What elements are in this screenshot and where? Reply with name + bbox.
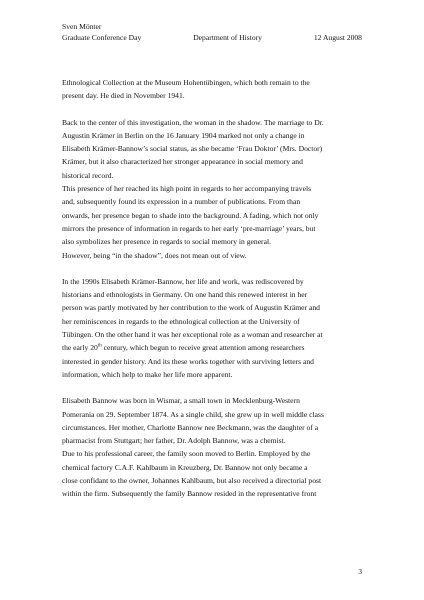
text-line: interested in gender history. And its these works together with surviving letters and [62, 356, 314, 366]
text-line: However, being “in the shadow”, does not mean out of view. [62, 250, 247, 260]
text-line: pharmacist from Stuttgart; her father, Dr. Adolph Bannow, was a chemist. [62, 436, 286, 446]
text-line: chemical factory C.A.F. Kahlbaum in Kreuzberg, Dr. Bannow not only became a [62, 462, 308, 472]
header-author: Sven Mönter [62, 22, 102, 31]
header-event: Graduate Conference Day [62, 33, 142, 42]
header-department: Department of History [193, 33, 262, 42]
text-line: her reminiscences in regards to the ethnological collection at the University of [62, 316, 300, 326]
text-line: historians and ethnologists in Germany. On one hand this renewed interest in her [62, 290, 308, 300]
text-line: Pomerania on 29. September 1874. As a single child, she grew up in well middle class [62, 409, 324, 419]
text-line: Due to his professional career, the family soon moved to Berlin. Employed by the [62, 449, 311, 459]
paragraph-1 [62, 76, 362, 103]
text-line: Elisabeth Krämer-Bannow’s social status, as she became ‘Frau Doktor’ (Mrs. Doctor) [62, 144, 323, 154]
text-fragment: the early 20 [62, 343, 98, 353]
body-text [62, 76, 362, 514]
text-line: Elisabeth Bannow was born in Wismar, a small town in Mecklenburg-Western [62, 396, 300, 406]
text-line-with-superscript [62, 341, 362, 354]
text-line: information, which help to make her life more apparent. [62, 369, 233, 379]
text-line: Krämer, but it also characterized her stronger appearance in social memory and [62, 157, 303, 167]
text-line: mirrors the presence of information in regards to her early ‘pre-marriage’ years, but [62, 223, 316, 233]
text-line: In the 1990s Elisabeth Krämer-Bannow, her life and work, was rediscovered by [62, 276, 304, 286]
page-number: 3 [358, 567, 362, 576]
superscript-ordinal: th [97, 343, 102, 349]
text-line: Tübingen. On the other hand it was her exceptional role as a woman and researcher at [62, 330, 323, 340]
text-line: present day. He died in November 1941. [62, 91, 185, 101]
text-line: Back to the center of this investigation, the woman in the shadow. The marriage to Dr. [62, 117, 324, 127]
text-line: circumstances. Her mother, Charlotte Bannow nee Beckmann, was the daughter of a [62, 422, 319, 432]
paragraph-2 [62, 116, 362, 262]
paragraph-4 [62, 394, 362, 500]
text-fragment: century, which begun to receive great attention among researchers [101, 343, 305, 353]
text-line: historical record. [62, 170, 114, 180]
text-line: and, subsequently found its expression in a number of publications. From than [62, 197, 301, 207]
page-header [62, 21, 362, 43]
text-line: onwards, her presence began to shade into the background. A fading, which not only [62, 210, 319, 220]
paragraph-3 [62, 275, 362, 381]
text-line: within the firm. Subsequently the family Bannow resided in the representative front [62, 489, 317, 499]
text-line: person was partly motivated by her contribution to the work of Augustin Krämer and [62, 303, 320, 313]
text-line: Ethnological Collection at the Museum Hohentübingen, which both remain to the [62, 78, 310, 87]
header-date: 12 August 2008 [313, 33, 362, 42]
text-line: close confidant to the owner, Johannes Kahlbaum, but also received a directorial post [62, 476, 322, 486]
text-line: Augustin Krämer in Berlin on the 16 January 1904 marked not only a change in [62, 130, 305, 140]
text-line: This presence of her reached its high point in regards to her accompanying travels [62, 184, 312, 194]
header-info-row [62, 32, 362, 43]
text-line: also symbolizes her presence in regards to social memory in general. [62, 237, 271, 247]
